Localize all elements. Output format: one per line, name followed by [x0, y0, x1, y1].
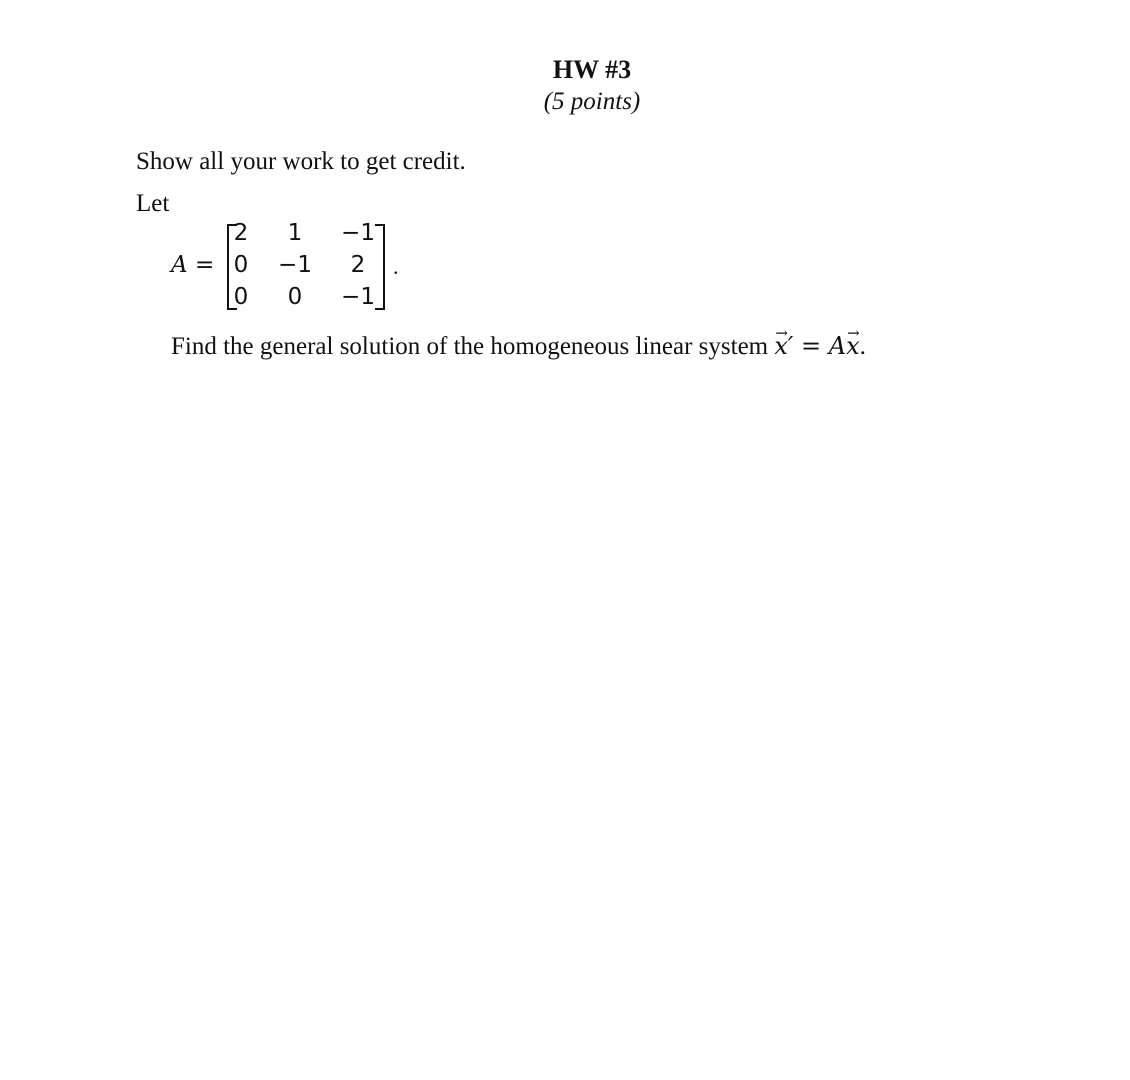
let-text: Let [136, 190, 170, 217]
matrix-cell: 2 [350, 252, 366, 278]
matrix-cell: 1 [287, 220, 303, 246]
matrix-equals: = [194, 252, 215, 278]
homework-title: HW #3 [552, 55, 632, 84]
matrix-cell: 0 [233, 252, 249, 278]
matrix-cell: 0 [233, 284, 249, 310]
question-prompt: Find the general solution of the homogeneous linear system [171, 333, 769, 360]
prime-mark: ′ [787, 332, 794, 360]
points-subtitle: (5 points) [543, 88, 641, 115]
instruction-text: Show all your work to get credit. [136, 148, 466, 175]
matrix-cell: −1 [278, 252, 312, 278]
matrix-name: A [171, 252, 188, 278]
x-vector: → x [846, 329, 860, 363]
question-period: . [859, 333, 866, 360]
matrix-lhs [171, 251, 214, 279]
equation-equals: = [801, 332, 822, 360]
differential-equation [774, 332, 859, 360]
matrix-cell: 0 [287, 284, 303, 310]
x-vector: → x [774, 329, 788, 363]
equation-matrix: A [828, 332, 847, 360]
matrix-cell: −1 [341, 220, 375, 246]
matrix-cell: 2 [233, 220, 249, 246]
matrix-cell: −1 [341, 284, 375, 310]
matrix-period: . [393, 254, 399, 279]
question-text [171, 329, 866, 364]
